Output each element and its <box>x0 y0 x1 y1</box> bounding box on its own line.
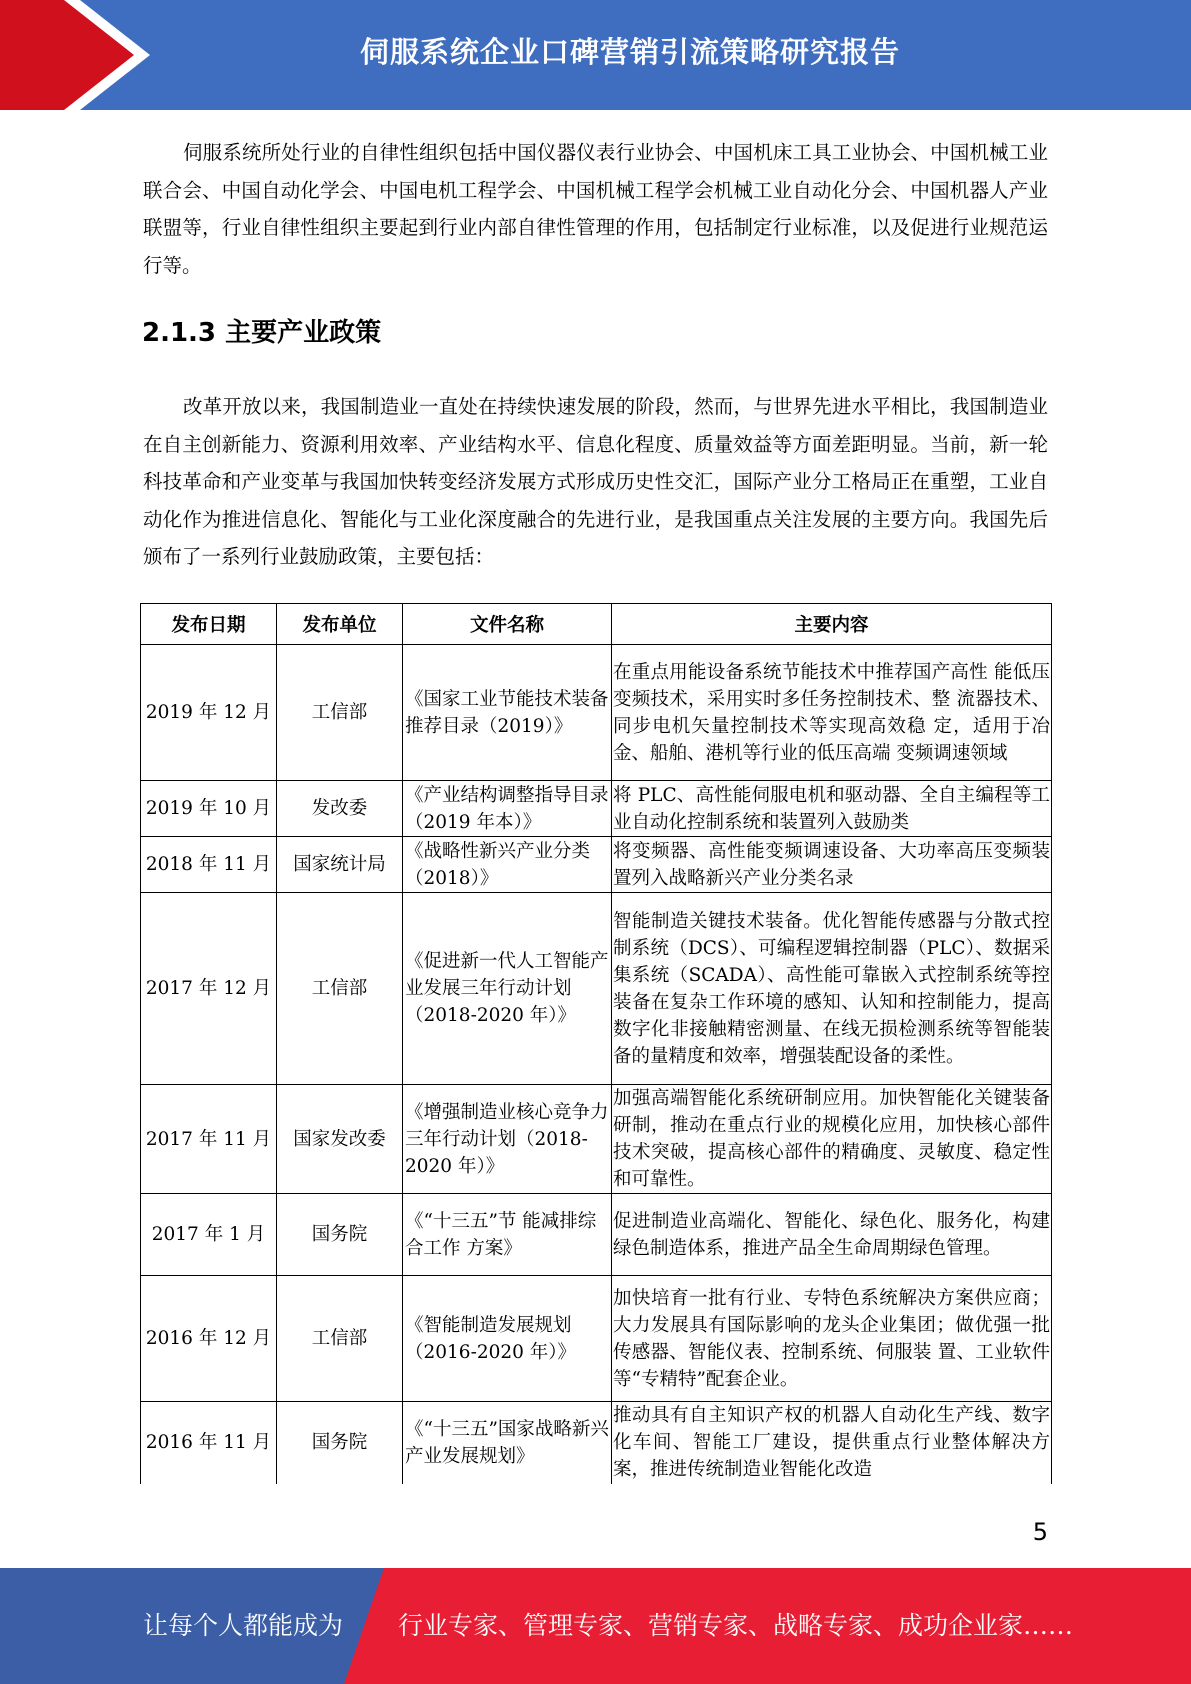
cell-content: 智能制造关键技术装备。优化智能传感器与分散式控制系统（DCS）、可编程逻辑控制器（PLC）、数据采集系统（SCADA）、高性能可靠嵌入式控制系统等控装备在复杂工作环境的感知、认知和控制能力，提高数字化非接触精密测量、在线无损检测系统等智能装备的量精度和效率，增强装配设备的柔性。 <box>612 893 1052 1085</box>
section-heading: 2.1.3 主要产业政策 <box>142 318 382 348</box>
header-content: 主要内容 <box>612 604 1052 645</box>
table-row <box>141 781 1052 837</box>
cell-content: 在重点用能设备系统节能技术中推荐国产高性 能低压变频技术，采用实时多任务控制技术、整 流器技术、同步电机矢量控制技术等实现高效稳 定，适用于冶金、船舶、港机等行业的低压高端 变频调速领域 <box>612 645 1052 781</box>
cell-date: 2019 年 12 月 <box>141 645 277 781</box>
header-file: 文件名称 <box>403 604 612 645</box>
table-row <box>141 837 1052 893</box>
cell-date: 2018 年 11 月 <box>141 837 277 893</box>
cell-org: 发改委 <box>277 781 403 837</box>
cell-file: 《产业结构调整指导目录（2019 年本）》 <box>403 781 612 837</box>
page-header <box>0 0 1191 110</box>
table-row <box>141 1194 1052 1276</box>
table-row <box>141 1085 1052 1194</box>
cell-content: 加快培育一批有行业、专特色系统解决方案供应商；大力发展具有国际影响的龙头企业集团；做优强一批传感器、智能仪表、控制系统、伺服装 置、工业软件等“专精特”配套企业。 <box>612 1276 1052 1402</box>
table-header-row <box>141 604 1052 645</box>
footer-slogan-left: 让每个人都能成为 <box>143 1611 344 1640</box>
cell-org: 工信部 <box>277 645 403 781</box>
cell-org: 国务院 <box>277 1402 403 1484</box>
cell-date: 2017 年 11 月 <box>141 1085 277 1194</box>
cell-file: 《“十三五”国家战略新兴产业发展规划》 <box>403 1402 612 1484</box>
policy-table <box>140 603 1052 1484</box>
page-number: 5 <box>1032 1518 1048 1546</box>
cell-content: 将 PLC、高性能伺服电机和驱动器、全自主编程等工业自动化控制系统和装置列入鼓励类 <box>612 781 1052 837</box>
table-row <box>141 1402 1052 1484</box>
footer-slogan-right: 行业专家、管理专家、营销专家、战略专家、成功企业家…… <box>398 1611 1074 1640</box>
cell-date: 2016 年 11 月 <box>141 1402 277 1484</box>
cell-file: 《促进新一代人工智能产业发展三年行动计划（2018-2020 年）》 <box>403 893 612 1085</box>
cell-date: 2017 年 1 月 <box>141 1194 277 1276</box>
body-paragraph-1: 伺服系统所处行业的自律性组织包括中国仪器仪表行业协会、中国机床工具工业协会、中国机械工业联合会、中国自动化学会、中国电机工程学会、中国机械工程学会机械工业自动化分会、中国机器人产业联盟等，行业自律性组织主要起到行业内部自律性管理的作用，包括制定行业标准，以及促进行业规范运行等。 <box>143 141 1048 277</box>
cell-org: 工信部 <box>277 893 403 1085</box>
table-row <box>141 645 1052 781</box>
cell-file: 《智能制造发展规划（2016-2020 年）》 <box>403 1276 612 1402</box>
header-org: 发布单位 <box>277 604 403 645</box>
cell-date: 2016 年 12 月 <box>141 1276 277 1402</box>
cell-file: 《增强制造业核心竞争力三年行动计划（2018-2020 年）》 <box>403 1085 612 1194</box>
header-date: 发布日期 <box>141 604 277 645</box>
cell-content: 加强高端智能化系统研制应用。加快智能化关键装备研制，推动在重点行业的规模化应用，加快核心部件技术突破，提高核心部件的精确度、灵敏度、稳定性和可靠性。 <box>612 1085 1052 1194</box>
page-footer <box>0 1568 1191 1684</box>
cell-content: 将变频器、高性能变频调速设备、大功率高压变频装置列入战略新兴产业分类名录 <box>612 837 1052 893</box>
cell-org: 工信部 <box>277 1276 403 1402</box>
report-title: 伺服系统企业口碑营销引流策略研究报告 <box>359 35 900 69</box>
cell-org: 国家发改委 <box>277 1085 403 1194</box>
cell-file: 《国家工业节能技术装备推荐目录（2019）》 <box>403 645 612 781</box>
cell-file: 《“十三五”节 能减排综合工作 方案》 <box>403 1194 612 1276</box>
table-row <box>141 893 1052 1085</box>
cell-file: 《战略性新兴产业分类（2018）》 <box>403 837 612 893</box>
cell-org: 国务院 <box>277 1194 403 1276</box>
cell-date: 2017 年 12 月 <box>141 893 277 1085</box>
cell-content: 促进制造业高端化、智能化、绿色化、服务化，构建绿色制造体系，推进产品全生命周期绿色管理。 <box>612 1194 1052 1276</box>
body-paragraph-2: 改革开放以来，我国制造业一直处在持续快速发展的阶段，然而，与世界先进水平相比，我国制造业在自主创新能力、资源利用效率、产业结构水平、信息化程度、质量效益等方面差距明显。当前，新一轮科技革命和产业变革与我国加快转变经济发展方式形成历史性交汇，国际产业分工格局正在重塑，工业自动化作为推进信息化、智能化与工业化深度融合的先进行业，是我国重点关注发展的主要方向。我国先后颁布了一系列行业鼓励政策，主要包括： <box>143 395 1048 568</box>
header-arrow-icon <box>0 0 134 110</box>
cell-org: 国家统计局 <box>277 837 403 893</box>
table-row <box>141 1276 1052 1402</box>
cell-content: 推动具有自主知识产权的机器人自动化生产线、数字化车间、智能工厂建设，提供重点行业整体解决方案，推进传统制造业智能化改造 <box>612 1402 1052 1484</box>
cell-date: 2019 年 10 月 <box>141 781 277 837</box>
